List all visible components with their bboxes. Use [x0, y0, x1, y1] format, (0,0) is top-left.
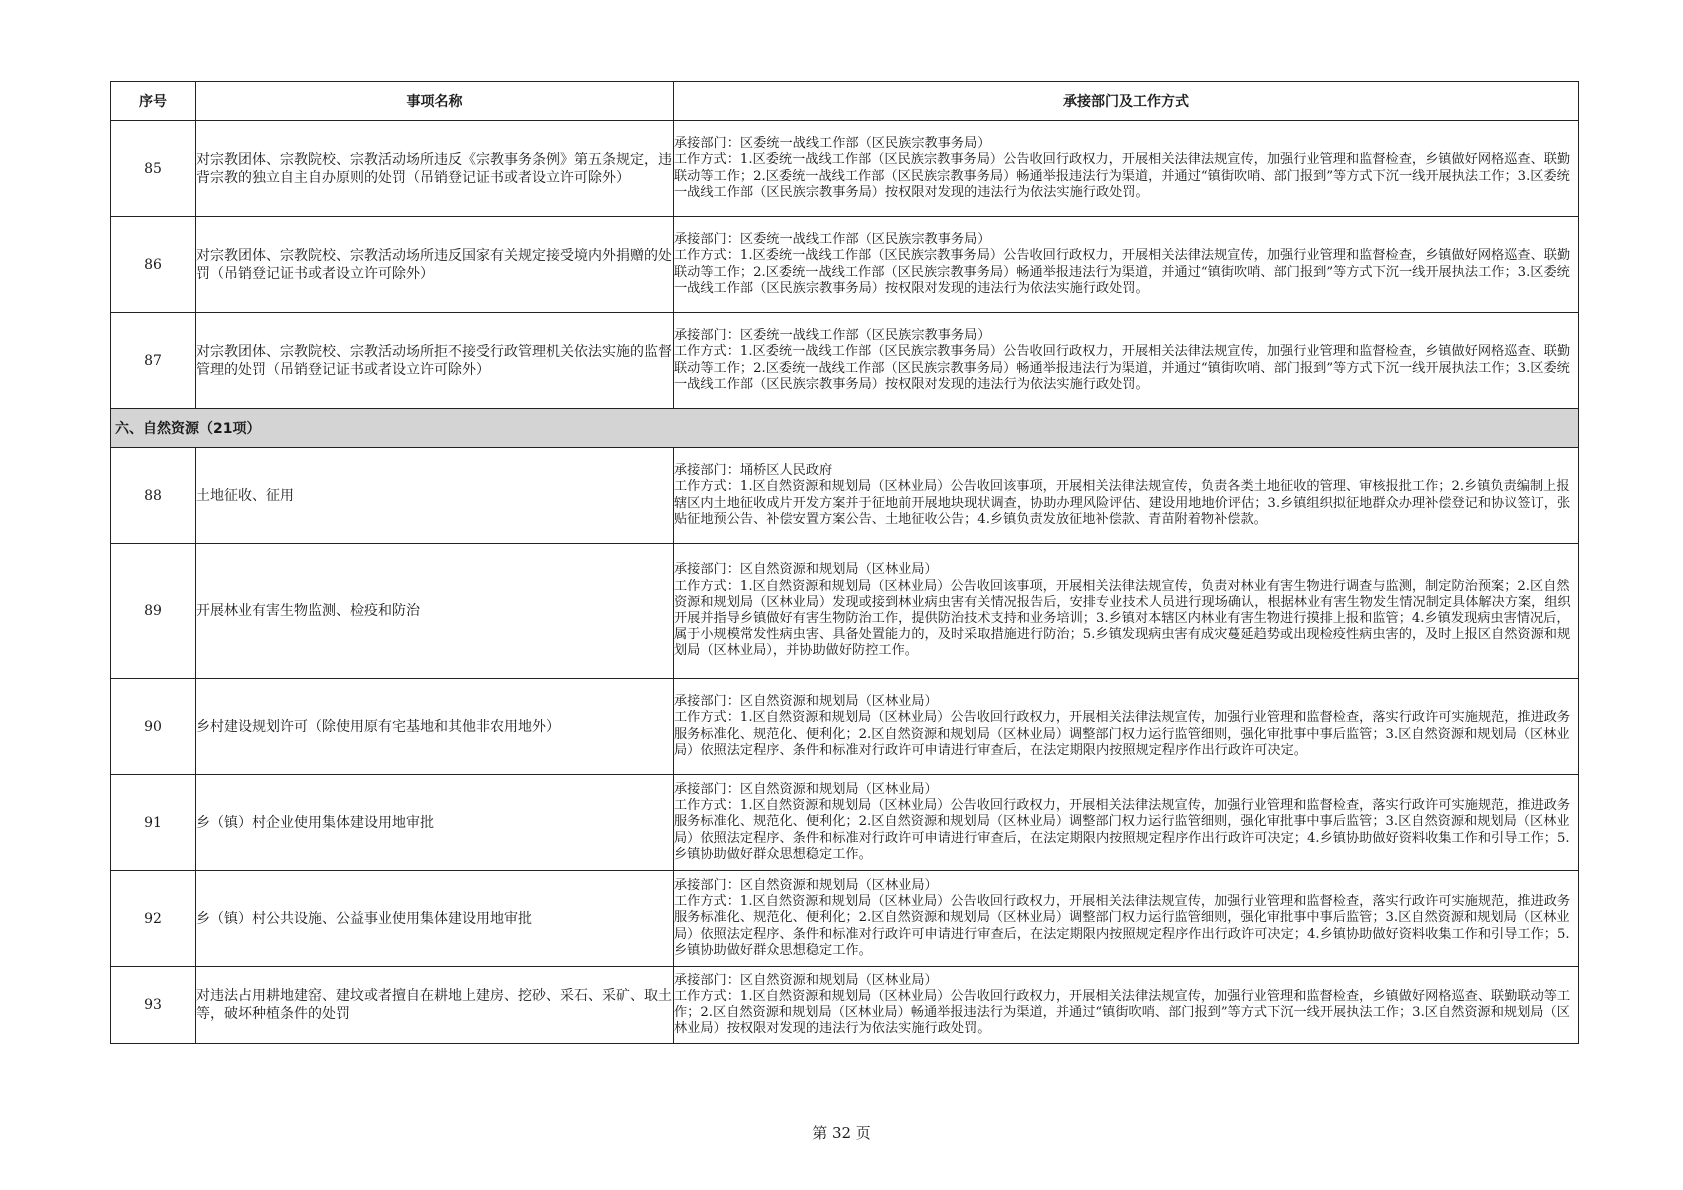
row-dept: 承接部门：区自然资源和规划局（区林业局） [674, 877, 938, 893]
row-dept-method [674, 775, 1579, 871]
row-dept-method [674, 871, 1579, 967]
row-dept: 承接部门：区自然资源和规划局（区林业局） [674, 694, 938, 710]
row-item-name: 对宗教团体、宗教院校、宗教活动场所违反国家有关规定接受境内外捐赠的处罚（吊销登记证书或者设立许可除外） [196, 217, 674, 313]
row-dept-method [674, 121, 1579, 217]
row-dept: 承接部门：区委统一战线工作部（区民族宗教事务局） [674, 136, 991, 152]
row-seq: 93 [111, 967, 196, 1044]
table-row [111, 679, 1579, 775]
table-row [111, 121, 1579, 217]
header-item-name: 事项名称 [196, 82, 674, 121]
row-dept: 承接部门：区委统一战线工作部（区民族宗教事务局） [674, 232, 991, 248]
row-dept-method [674, 967, 1579, 1044]
row-method: 工作方式：1.区自然资源和规划局（区林业局）公告收回行政权力，开展相关法律法规宣传，加强行业管理和监督检查，落实行政许可实施规范，推进政务服务标准化、规范化、便利化；2.区自然资源和规划局（区林业局）调整部门权力运行监管细则，强化审批事中事后监管；3.区自然资源和规划局（区林业局）依照法定程序、条件和标准对行政许可申请进行审查后，在法定期限内按照规定程序作出行政许可决定；4.乡镇协助做好资料收集工作和引导工作；5.乡镇协助做好群众思想稳定工作。 [674, 894, 1571, 958]
row-dept: 承接部门：区自然资源和规划局（区林业局） [674, 781, 938, 797]
row-item-name: 开展林业有害生物监测、检疫和防治 [196, 544, 674, 679]
row-dept-method [674, 544, 1579, 679]
row-seq: 91 [111, 775, 196, 871]
row-item-name: 对违法占用耕地建窑、建坟或者擅自在耕地上建房、挖砂、采石、采矿、取土等，破坏种植条件的处罚 [196, 967, 674, 1044]
table-row [111, 967, 1579, 1044]
row-seq: 86 [111, 217, 196, 313]
row-method: 工作方式：1.区自然资源和规划局（区林业局）公告收回行政权力，开展相关法律法规宣传，加强行业管理和监督检查，落实行政许可实施规范，推进政务服务标准化、规范化、便利化；2.区自然资源和规划局（区林业局）调整部门权力运行监管细则，强化审批事中事后监管；3.区自然资源和规划局（区林业局）依照法定程序、条件和标准对行政许可申请进行审查后，在法定期限内按照规定程序作出行政许可决定。 [674, 710, 1571, 758]
row-seq: 90 [111, 679, 196, 775]
table-row [111, 313, 1579, 409]
row-item-name: 乡（镇）村公共设施、公益事业使用集体建设用地审批 [196, 871, 674, 967]
row-seq: 88 [111, 448, 196, 544]
row-seq: 89 [111, 544, 196, 679]
row-item-name: 土地征收、征用 [196, 448, 674, 544]
row-item-name: 乡村建设规划许可（除使用原有宅基地和其他非农用地外） [196, 679, 674, 775]
row-item-name: 对宗教团体、宗教院校、宗教活动场所违反《宗教事务条例》第五条规定，违背宗教的独立自主自办原则的处罚（吊销登记证书或者设立许可除外） [196, 121, 674, 217]
row-seq: 92 [111, 871, 196, 967]
row-item-name: 乡（镇）村企业使用集体建设用地审批 [196, 775, 674, 871]
row-method: 工作方式：1.区自然资源和规划局（区林业局）公告收回行政权力，开展相关法律法规宣传，加强行业管理和监督检查，乡镇做好网格巡查、联勤联动等工作；2.区自然资源和规划局（区林业局）畅通举报违法行为渠道，并通过“镇街吹哨、部门报到”等方式下沉一线开展执法工作；3.区自然资源和规划局（区林业局）按权限对发现的违法行为依法实施行政处罚。 [674, 988, 1571, 1037]
row-item-name: 对宗教团体、宗教院校、宗教活动场所拒不接受行政管理机关依法实施的监督管理的处罚（吊销登记证书或者设立许可除外） [196, 313, 674, 409]
row-method: 工作方式：1.区委统一战线工作部（区民族宗教事务局）公告收回行政权力，开展相关法律法规宣传，加强行业管理和监督检查，乡镇做好网格巡查、联勤联动等工作；2.区委统一战线工作部（区民族宗教事务局）畅通举报违法行为渠道，并通过“镇街吹哨、部门报到”等方式下沉一线开展执法工作；3.区委统一战线工作部（区民族宗教事务局）按权限对发现的违法行为依法实施行政处罚。 [674, 344, 1571, 392]
row-dept: 承接部门：区委统一战线工作部（区民族宗教事务局） [674, 328, 991, 344]
table-header-row [111, 82, 1579, 121]
section-title: 六、自然资源（21项） [111, 409, 1579, 448]
row-method: 工作方式：1.区自然资源和规划局（区林业局）公告收回该事项，开展相关法律法规宣传，负责对林业有害生物进行调查与监测，制定防治预案；2.区自然资源和规划局（区林业局）发现或接到林业病虫害有关情况报告后，安排专业技术人员进行现场确认，根据林业有害生物发生情况制定具体解决方案，组织开展并指导乡镇做好有害生物防治工作，提供防治技术支持和业务培训；3.乡镇对本辖区内林业有害生物进行摸排上报和监管；4.乡镇发现病虫害情况后，属于小规模常发性病虫害、具备处置能力的，及时采取措施进行防治；5.乡镇发现病虫害有成灾蔓延趋势或出现检疫性病虫害的，及时上报区自然资源和规划局（区林业局），并协助做好防控工作。 [674, 578, 1571, 659]
row-dept: 承接部门：区自然资源和规划局（区林业局） [674, 562, 938, 578]
row-method: 工作方式：1.区委统一战线工作部（区民族宗教事务局）公告收回行政权力，开展相关法律法规宣传，加强行业管理和监督检查，乡镇做好网格巡查、联勤联动等工作；2.区委统一战线工作部（区民族宗教事务局）畅通举报违法行为渠道，并通过“镇街吹哨、部门报到”等方式下沉一线开展执法工作；3.区委统一战线工作部（区民族宗教事务局）按权限对发现的违法行为依法实施行政处罚。 [674, 152, 1571, 200]
section-row [111, 409, 1579, 448]
row-dept: 承接部门：区自然资源和规划局（区林业局） [674, 972, 938, 988]
row-dept: 承接部门：埇桥区人民政府 [674, 463, 833, 479]
row-method: 工作方式：1.区自然资源和规划局（区林业局）公告收回行政权力，开展相关法律法规宣传，加强行业管理和监督检查，落实行政许可实施规范，推进政务服务标准化、规范化、便利化；2.区自然资源和规划局（区林业局）调整部门权力运行监管细则，强化审批事中事后监管；3.区自然资源和规划局（区林业局）依照法定程序、条件和标准对行政许可申请进行审查后，在法定期限内按照规定程序作出行政许可决定；4.乡镇协助做好资料收集工作和引导工作；5.乡镇协助做好群众思想稳定工作。 [674, 798, 1571, 862]
table-row [111, 448, 1579, 544]
row-method: 工作方式：1.区自然资源和规划局（区林业局）公告收回该事项，开展相关法律法规宣传，负责各类土地征收的管理、审核报批工作；2.乡镇负责编制上报辖区内土地征收成片开发方案并于征地前开展地块现状调查，协助办理风险评估、建设用地地价评估；3.乡镇组织拟征地群众办理补偿登记和协议签订，张贴征地预公告、补偿安置方案公告、土地征收公告；4.乡镇负责发放征地补偿款、青苗附着物补偿款。 [674, 479, 1571, 527]
header-seq: 序号 [111, 82, 196, 121]
matters-table [110, 81, 1579, 1044]
row-dept-method [674, 448, 1579, 544]
header-dept-method: 承接部门及工作方式 [674, 82, 1579, 121]
row-dept-method [674, 313, 1579, 409]
table-row [111, 775, 1579, 871]
row-seq: 87 [111, 313, 196, 409]
row-method: 工作方式：1.区委统一战线工作部（区民族宗教事务局）公告收回行政权力，开展相关法律法规宣传，加强行业管理和监督检查，乡镇做好网格巡查、联勤联动等工作；2.区委统一战线工作部（区民族宗教事务局）畅通举报违法行为渠道，并通过“镇街吹哨、部门报到”等方式下沉一线开展执法工作；3.区委统一战线工作部（区民族宗教事务局）按权限对发现的违法行为依法实施行政处罚。 [674, 248, 1571, 296]
table-row [111, 544, 1579, 679]
table-row [111, 871, 1579, 967]
row-dept-method [674, 679, 1579, 775]
page-number: 第 32 页 [812, 1124, 871, 1142]
table-row [111, 217, 1579, 313]
row-seq: 85 [111, 121, 196, 217]
row-dept-method [674, 217, 1579, 313]
